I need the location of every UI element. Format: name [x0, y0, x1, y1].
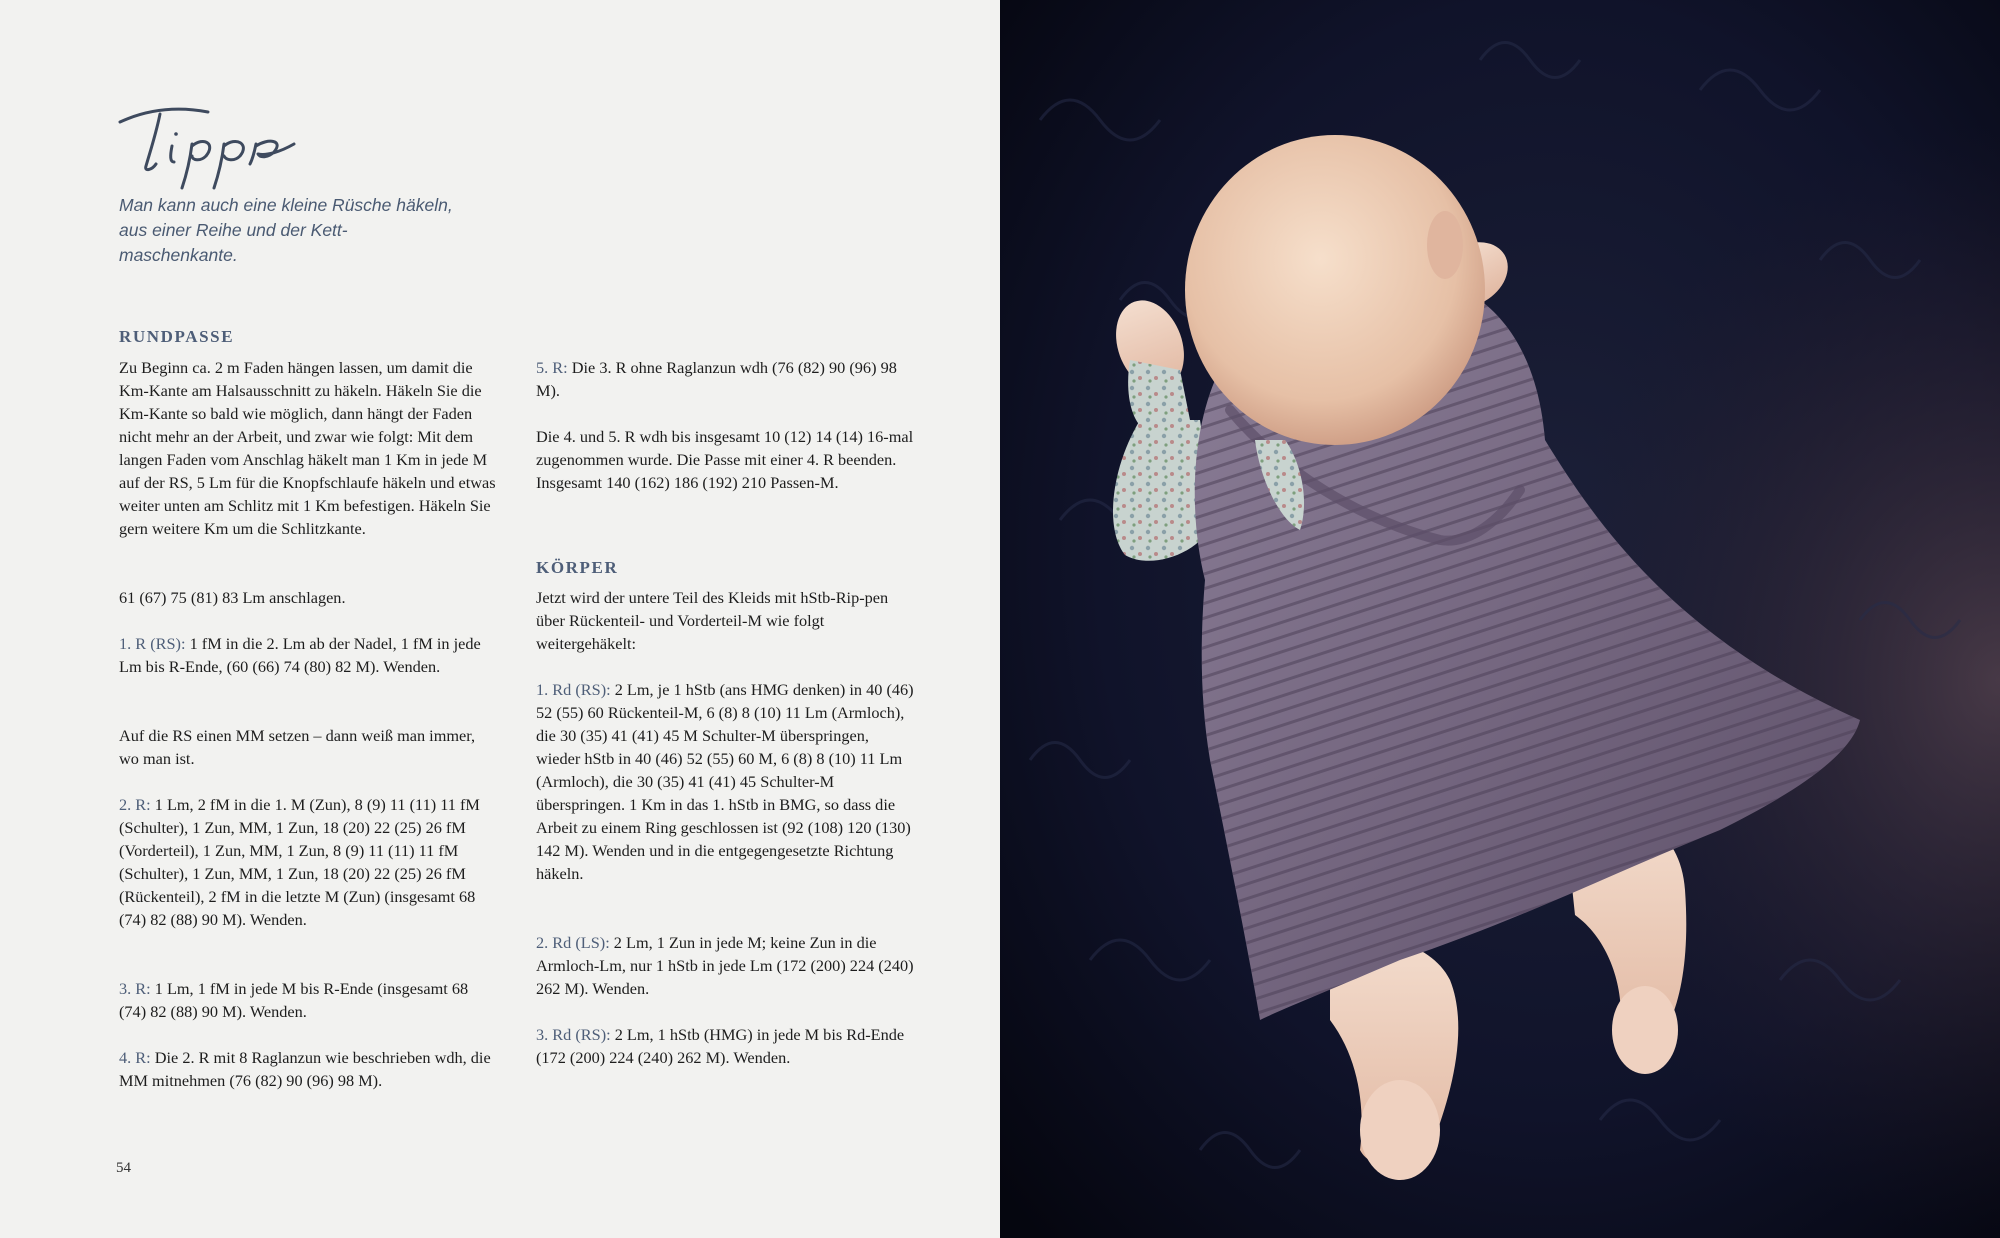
step-2-text: 1 Lm, 2 fM in die 1. M (Zun), 8 (9) 11 (11) 11 fM (Schulter), 1 Zun, MM, 1 Zun, 18 (20) 22 (25) 26 fM (Vorderteil), 1 Zun, MM, 1 Zun, 8 (9) 11 (11) 11 fM (Schulter), 1 Zun, MM, 1 Zun, 18 (20) 22 (25) 26 fM (Rückenteil), 2 fM in die letzte M (Zun) (insgesamt 68 (74) 82 (88) 90 M). Wenden. [119, 795, 480, 929]
step-2-label: 2. R: [119, 795, 151, 814]
round-2 [536, 931, 916, 1000]
tipp-script-heading [116, 100, 296, 190]
step-5-text: Die 3. R ohne Raglanzun wdh (76 (82) 90 (96) 98 M). [536, 358, 897, 400]
step-5-label: 5. R: [536, 358, 568, 377]
step-4-label: 4. R: [119, 1048, 151, 1067]
round-3-label: 3. Rd (RS): [536, 1025, 611, 1044]
step-3-label: 3. R: [119, 979, 151, 998]
marker-note: Auf die RS einen MM setzen – dann weiß man immer, wo man ist. [119, 726, 476, 768]
baby-photo [1000, 0, 2000, 1238]
step-4-text: Die 2. R mit 8 Raglanzun wie beschrieben wdh, die MM mitnehmen (76 (82) 90 (96) 98 M). [119, 1048, 491, 1090]
round-1 [536, 678, 916, 885]
step-5 [536, 356, 916, 402]
baby-illustration [1000, 0, 2000, 1238]
step-2 [119, 793, 499, 931]
step-3-text: 1 Lm, 1 fM in jede M bis R-Ende (insgesamt 68 (74) 82 (88) 90 M). Wenden. [119, 979, 469, 1021]
rundpasse-intro: Zu Beginn ca. 2 m Faden hängen lassen, um damit die Km-Kante am Halsausschnitt zu häkeln. Häkeln Sie die Km-Kante so bald wie möglich, dann hängt der Faden nicht mehr an der Arbeit, und zwar wie folgt: Mit dem langen Faden vom Anschlag häkelt man 1 Km in jede M auf der RS, 5 Lm für die Knopfschlaufe häkeln und etwas weiter unten am Schlitz mit 1 Km befestigen. Häkeln Sie gern weitere Km um die Schlitzkante. [119, 358, 496, 538]
round-3-text: 2 Lm, 1 hStb (HMG) in jede M bis Rd-Ende (172 (200) 224 (240) 262 M). Wenden. [536, 1025, 905, 1067]
repeat-note: Die 4. und 5. R wdh bis insgesamt 10 (12) 14 (14) 16-mal zugenommen wurde. Die Passe mit einer 4. R beenden. Insgesamt 140 (162) 186 (192) 210 Passen-M. [536, 427, 914, 492]
round-3 [536, 1023, 916, 1069]
section-title-rundpasse: RUNDPASSE [119, 327, 235, 346]
step-1-text: 1 fM in die 2. Lm ab der Nadel, 1 fM in jede Lm bis R-Ende, (60 (66) 74 (80) 82 M). Wenden. [119, 634, 481, 676]
step-1-label: 1. R (RS): [119, 634, 186, 653]
round-1-label: 1. Rd (RS): [536, 680, 611, 699]
page-number: 54 [116, 1160, 131, 1176]
step-1 [119, 632, 499, 678]
step-4 [119, 1046, 499, 1092]
round-2-label: 2. Rd (LS): [536, 933, 610, 952]
round-2-text: 2 Lm, 1 Zun in jede M; keine Zun in die Armloch-Lm, nur 1 hStb in jede Lm (172 (200) 224 (240) 262 M). Wenden. [536, 933, 914, 998]
tips-text: Man kann auch eine kleine Rüsche häkeln, aus einer Reihe und der Kett-maschenkante. [119, 195, 453, 265]
round-1-text: 2 Lm, je 1 hStb (ans HMG denken) in 40 (46) 52 (55) 60 Rückenteil-M, 6 (8) 8 (10) 11 Lm (Armloch), die 30 (35) 41 (41) 45 M Schulter-M überspringen, wieder hStb in 40 (46) 52 (55) 60 M, 6 (8) 8 (10) 11 Lm (Armloch), die 30 (35) 41 (41) 45 Schulter-M überspringen. 1 Km in das 1. hStb in BMG, so dass die Arbeit zu einem Ring geschlossen ist (92 (108) 120 (130) 142 M). Wenden und in die entgegengesetzte Richtung häkeln. [536, 680, 914, 883]
koerper-intro: Jetzt wird der untere Teil des Kleids mit hStb-Rip-pen über Rückenteil- und Vorderteil-M wie folgt weitergehäkelt: [536, 588, 889, 653]
cast-on-text: 61 (67) 75 (81) 83 Lm anschlagen. [119, 588, 346, 607]
section-title-koerper: KÖRPER [536, 558, 619, 577]
step-3 [119, 977, 499, 1023]
